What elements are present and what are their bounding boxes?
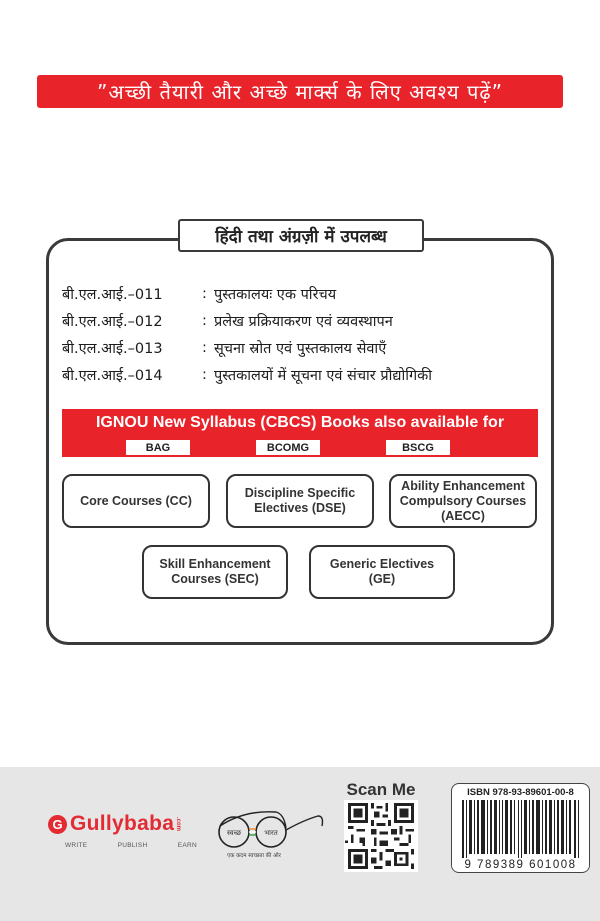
program-chip-bcomg: BCOMG bbox=[256, 440, 320, 455]
course-box-sec: Skill Enhancement Courses (SEC) bbox=[142, 545, 288, 599]
program-chip-bscg: BSCG bbox=[386, 440, 450, 455]
isbn-digits: 9 789389 601008 bbox=[452, 859, 589, 871]
course-box-ge: Generic Electives (GE) bbox=[309, 545, 455, 599]
subject-title: पुस्तकालयः एक परिचय bbox=[214, 286, 337, 303]
program-chip-bag: BAG bbox=[126, 440, 190, 455]
tagline-banner: ”अच्छी तैयारी और अच्छे मार्क्स के लिए अवश्य पढ़ें” bbox=[37, 75, 563, 108]
brand-suffix: .com bbox=[175, 816, 182, 831]
subject-item bbox=[62, 363, 532, 386]
brand-tag: PUBLISH bbox=[117, 842, 148, 849]
subject-code: बी.एल.आई.–013 bbox=[62, 340, 163, 357]
subject-title: प्रलेख प्रक्रियाकरण एवं व्यवस्थापन bbox=[214, 313, 393, 330]
subject-code: बी.एल.आई.–012 bbox=[62, 313, 163, 330]
gullybaba-g-icon: G bbox=[48, 815, 67, 834]
subject-code: बी.एल.आई.–011 bbox=[62, 286, 163, 303]
subject-item bbox=[62, 309, 532, 332]
subject-code: बी.एल.आई.–014 bbox=[62, 367, 163, 384]
isbn-label: ISBN 978-93-89601-00-8 bbox=[467, 787, 574, 798]
brand-tag: WRITE bbox=[65, 842, 88, 849]
course-box-dse: Discipline Specific Electives (DSE) bbox=[226, 474, 374, 528]
subject-item bbox=[62, 336, 532, 359]
frame-title: हिंदी तथा अंग्रज़ी में उपलब्ध bbox=[178, 219, 424, 252]
separator: : bbox=[202, 285, 207, 302]
brand-tags bbox=[65, 842, 197, 849]
isbn-barcode bbox=[451, 783, 590, 873]
gullybaba-logo bbox=[48, 812, 197, 849]
brand-name: Gullybaba bbox=[70, 812, 175, 835]
qr-code-icon bbox=[344, 800, 418, 872]
glasses-icon bbox=[214, 808, 326, 852]
svg-text:स्वच्छ: स्वच्छ bbox=[226, 829, 242, 837]
separator: : bbox=[202, 339, 207, 356]
qr-label: Scan Me bbox=[346, 780, 416, 799]
brand-tag: EARN bbox=[177, 842, 197, 849]
subject-item bbox=[62, 282, 532, 305]
swachh-bharat-logo bbox=[214, 808, 326, 864]
swachh-caption: एक कदम स्वच्छता की ओर bbox=[227, 853, 281, 859]
barcode-icon bbox=[460, 800, 582, 858]
svg-text:भारत: भारत bbox=[264, 829, 278, 837]
subject-title: सूचना स्रोत एवं पुस्तकालय सेवाएँ bbox=[214, 340, 387, 357]
separator: : bbox=[202, 366, 207, 383]
course-box-cc: Core Courses (CC) bbox=[62, 474, 210, 528]
cbcs-banner bbox=[62, 409, 538, 457]
subject-list bbox=[62, 282, 532, 390]
cbcs-title: IGNOU New Syllabus (CBCS) Books also available for bbox=[95, 414, 505, 431]
course-box-aecc: Ability Enhancement Compulsory Courses (AECC) bbox=[389, 474, 537, 528]
subject-title: पुस्तकालयों में सूचना एवं संचार प्रौद्योगिकी bbox=[214, 367, 433, 384]
separator: : bbox=[202, 312, 207, 329]
